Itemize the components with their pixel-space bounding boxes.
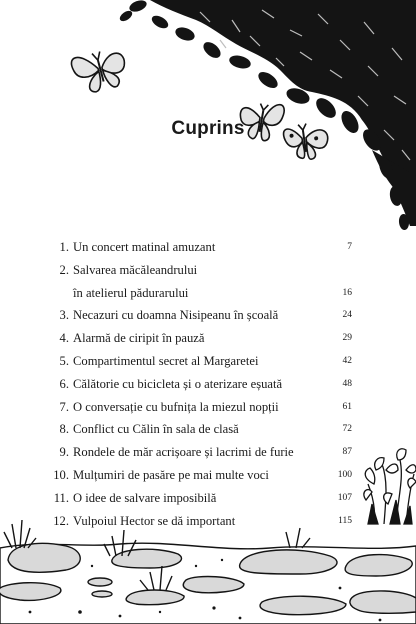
toc-chapter-title: Compartimentul secret al Margaretei	[73, 353, 259, 368]
toc-chapter-title: Un concert matinal amuzant	[73, 240, 216, 254]
toc-entry	[50, 259, 352, 282]
toc-chapter-title: Salvarea măcăleandrului	[73, 262, 198, 277]
toc-chapter-title: Necazuri cu doamna Nisipeanu în școală	[73, 308, 279, 323]
page-title: Cuprins	[171, 118, 245, 139]
toc-page-number: 24	[342, 310, 352, 321]
toc-entry	[50, 350, 352, 373]
snowdrop-flower-icon	[364, 449, 416, 524]
toc-chapter-number: 9.	[59, 445, 69, 460]
toc-chapter-number: 6.	[59, 376, 69, 391]
toc-page-number: 16	[342, 287, 352, 298]
toc-page-number: 29	[342, 333, 352, 344]
toc-page-number: 61	[342, 401, 352, 412]
toc-entry	[50, 418, 352, 441]
toc-chapter-title: Călătorie cu bicicleta și o aterizare eșuată	[73, 376, 283, 391]
toc-page-number: 72	[342, 424, 352, 435]
toc-page-number: 48	[342, 378, 352, 389]
toc-chapter-number: 5.	[59, 353, 69, 368]
table-of-contents	[50, 236, 352, 532]
toc-entry	[50, 464, 352, 487]
toc-entry	[50, 304, 352, 327]
toc-page-number: 115	[338, 515, 352, 526]
toc-chapter-title: Rondele de măr acrișoare și lacrimi de furie	[73, 445, 294, 460]
toc-entry	[50, 282, 352, 305]
toc-chapter-number: 2.	[59, 262, 69, 277]
toc-entry	[50, 487, 352, 510]
toc-entry	[50, 236, 352, 259]
toc-chapter-number: 4.	[59, 331, 69, 346]
toc-page-number: 107	[337, 492, 352, 503]
toc-page-number: 42	[342, 355, 352, 366]
toc-chapter-number: 12.	[53, 513, 69, 528]
toc-chapter-number: 3.	[59, 308, 69, 323]
toc-chapter-number: 1.	[59, 240, 69, 254]
toc-chapter-title: O conversație cu bufnița la miezul nopții	[73, 399, 279, 414]
toc-chapter-title: Alarmă de ciripit în pauză	[73, 331, 205, 346]
ground-scene	[0, 520, 416, 624]
toc-chapter-number: 7.	[59, 399, 69, 414]
toc-chapter-number: 10.	[53, 467, 69, 482]
butterfly-icon	[70, 46, 130, 97]
toc-page-number: 100	[337, 469, 352, 480]
toc-page-number: 87	[342, 447, 352, 458]
toc-chapter-title: O idee de salvare imposibilă	[73, 490, 217, 505]
toc-chapter-number: 11.	[53, 490, 69, 505]
toc-entry	[50, 327, 352, 350]
toc-chapter-title: Conflict cu Călin în sala de clasă	[73, 422, 239, 437]
toc-chapter-title: Mulțumiri de pasăre pe mai multe voci	[73, 467, 269, 482]
toc-entry	[50, 510, 352, 533]
toc-entry	[50, 396, 352, 419]
toc-chapter-title: în atelierul pădurarului	[73, 285, 189, 300]
toc-page-number: 7	[347, 242, 352, 252]
toc-chapter-title: Vulpoiul Hector se dă important	[73, 513, 236, 528]
toc-entry	[50, 441, 352, 464]
toc-chapter-number: 8.	[59, 422, 69, 437]
toc-entry	[50, 373, 352, 396]
